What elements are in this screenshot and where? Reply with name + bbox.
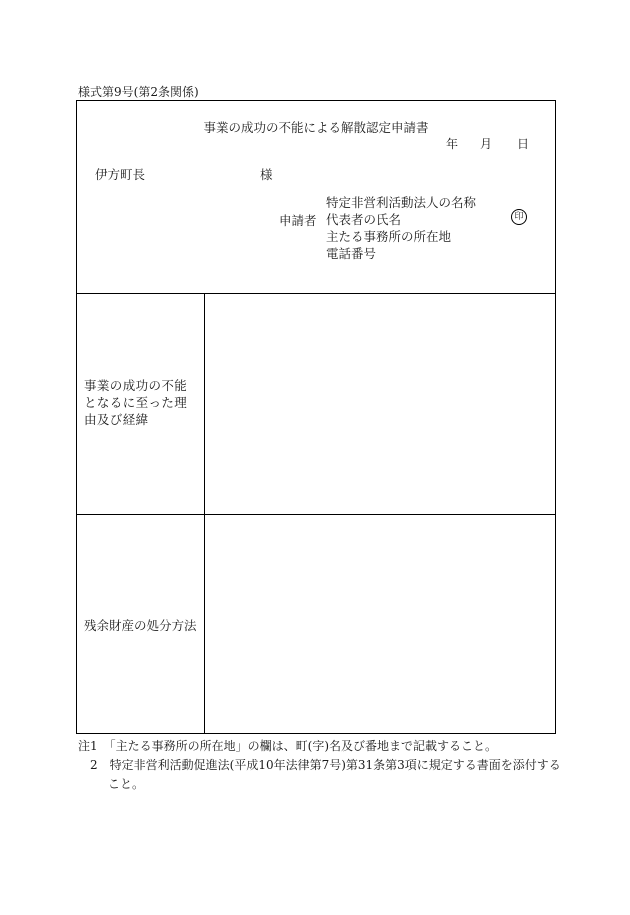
form-number-label: 様式第9号(第2条関係) [78,85,199,99]
residual-assets-row [77,515,555,733]
date-month-field[interactable]: 月 [480,137,493,151]
residual-assets-label: 残余財産の処分方法 [84,618,197,633]
form-header [77,101,555,294]
date-year-field[interactable]: 年 [446,137,459,151]
reason-label-cell [77,294,205,514]
form-title: 事業の成功の不能による解散認定申請書 [203,120,429,135]
office-address-label: 主たる事務所の所在地 [326,229,452,244]
addressee: 伊方町長 [95,167,146,182]
corporation-name-label: 特定非営利活動法人の名称 [326,195,477,210]
application-form [76,100,556,734]
notes-section [78,737,561,794]
note-2-continued: こと。 [108,777,145,791]
honorific: 様 [260,167,273,182]
representative-name-label: 代表者の氏名 [326,212,402,227]
note-1: 注1 「主たる事務所の所在地」の欄は、町(字)名及び番地まで記載すること。 [78,739,498,753]
reason-input-area[interactable] [205,294,555,514]
note-2: 2 特定非営利活動促進法(平成10年法律第7号)第31条第3項に規定する書面を添付する [90,758,561,772]
applicant-details[interactable] [326,194,476,262]
date-day-field[interactable]: 日 [517,137,530,151]
phone-number-label: 電話番号 [326,246,377,261]
seal-icon: 印 [511,209,527,225]
reason-row [77,294,555,515]
reason-label: 事業の成功の不能となるに至った理由及び経緯 [84,378,188,427]
residual-label-cell [77,515,205,733]
applicant-label: 申請者 [279,213,317,228]
residual-assets-input-area[interactable] [205,515,555,733]
